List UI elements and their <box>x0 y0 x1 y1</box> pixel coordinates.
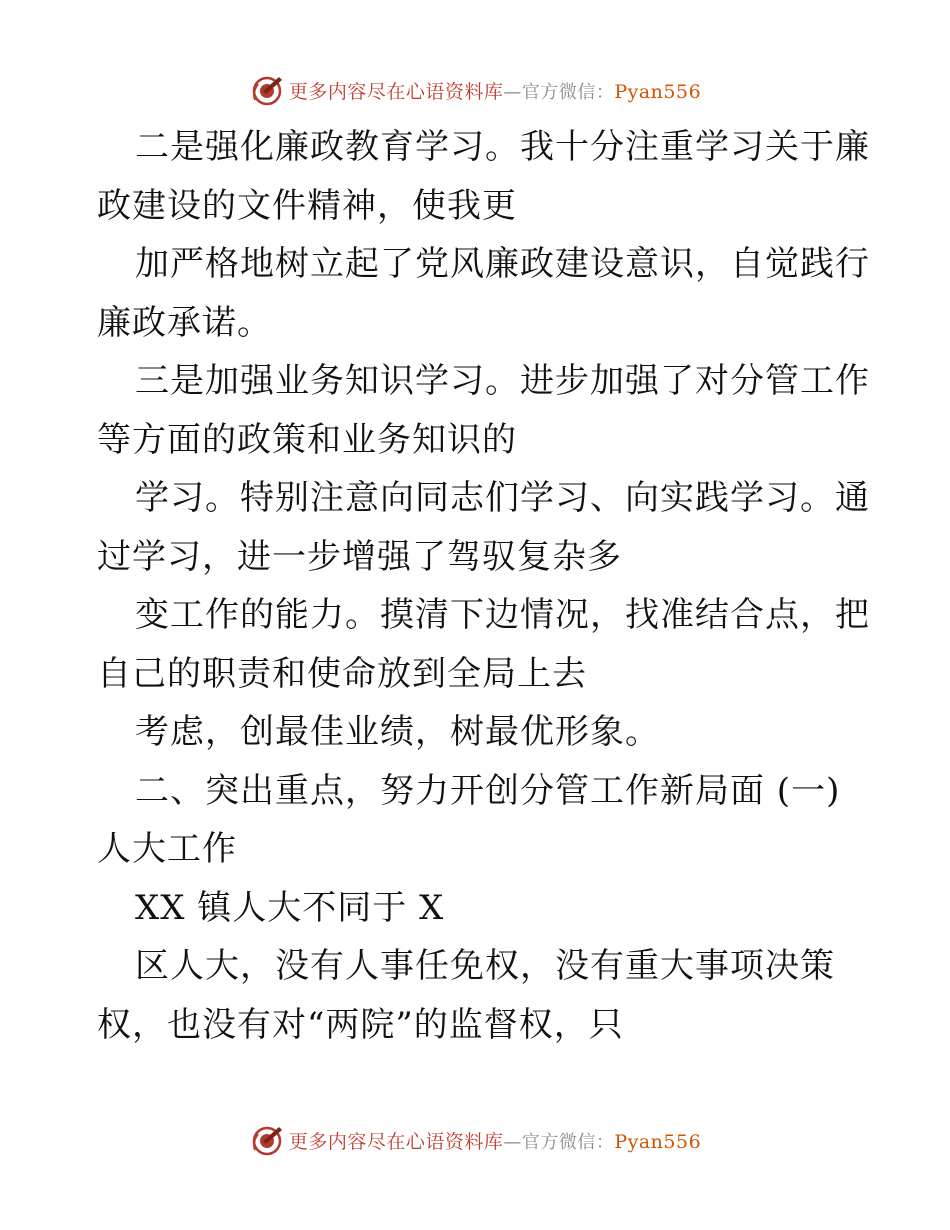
body-line: 政建设的文件精神，使我更 <box>97 185 517 226</box>
body-line: 加严格地树立起了党风廉政建设意识，自觉践行 <box>135 244 870 284</box>
body-line: XX 镇人大不同于 X <box>135 887 445 928</box>
body-line: 区人大，没有人事任免权，没有重大事项决策 <box>135 946 835 986</box>
brand-logo-icon <box>249 72 285 108</box>
body-line: 自己的职责和使命放到全局上去 <box>97 653 587 694</box>
watermark-text: 更多内容尽在心语资料库 <box>288 1130 504 1153</box>
watermark-handle: Pyan556 <box>614 1130 702 1153</box>
watermark-handle: Pyan556 <box>614 80 702 103</box>
subsection-heading-line: 人大工作 <box>97 829 237 869</box>
body-text <box>97 118 870 1054</box>
body-line: 过学习，进一步增强了驾驭复杂多 <box>97 536 622 577</box>
body-line: 等方面的政策和业务知识的 <box>97 419 517 460</box>
section-heading-line: 二、突出重点，努力开创分管工作新局面 (一) <box>135 770 841 811</box>
body-line: 权，也没有对“两院”的监督权，只 <box>97 1004 624 1045</box>
body-line: 考虑，创最佳业绩，树最优形象。 <box>135 712 660 752</box>
watermark-text: 更多内容尽在心语资料库 <box>288 80 504 103</box>
header-watermark <box>0 70 950 110</box>
watermark-separator: —官方微信： <box>503 81 615 103</box>
body-line: 二是强化廉政教育学习。我十分注重学习关于廉 <box>135 127 870 167</box>
body-line: 学习。特别注意向同志们学习、向实践学习。通 <box>135 478 870 518</box>
footer-watermark <box>0 1120 950 1160</box>
body-line: 三是加强业务知识学习。进步加强了对分管工作 <box>135 361 870 401</box>
brand-logo-icon <box>249 1122 285 1158</box>
body-line: 廉政承诺。 <box>97 302 272 343</box>
watermark-separator: —官方微信： <box>503 1131 615 1153</box>
body-line: 变工作的能力。摸清下边情况，找准结合点，把 <box>135 595 870 635</box>
